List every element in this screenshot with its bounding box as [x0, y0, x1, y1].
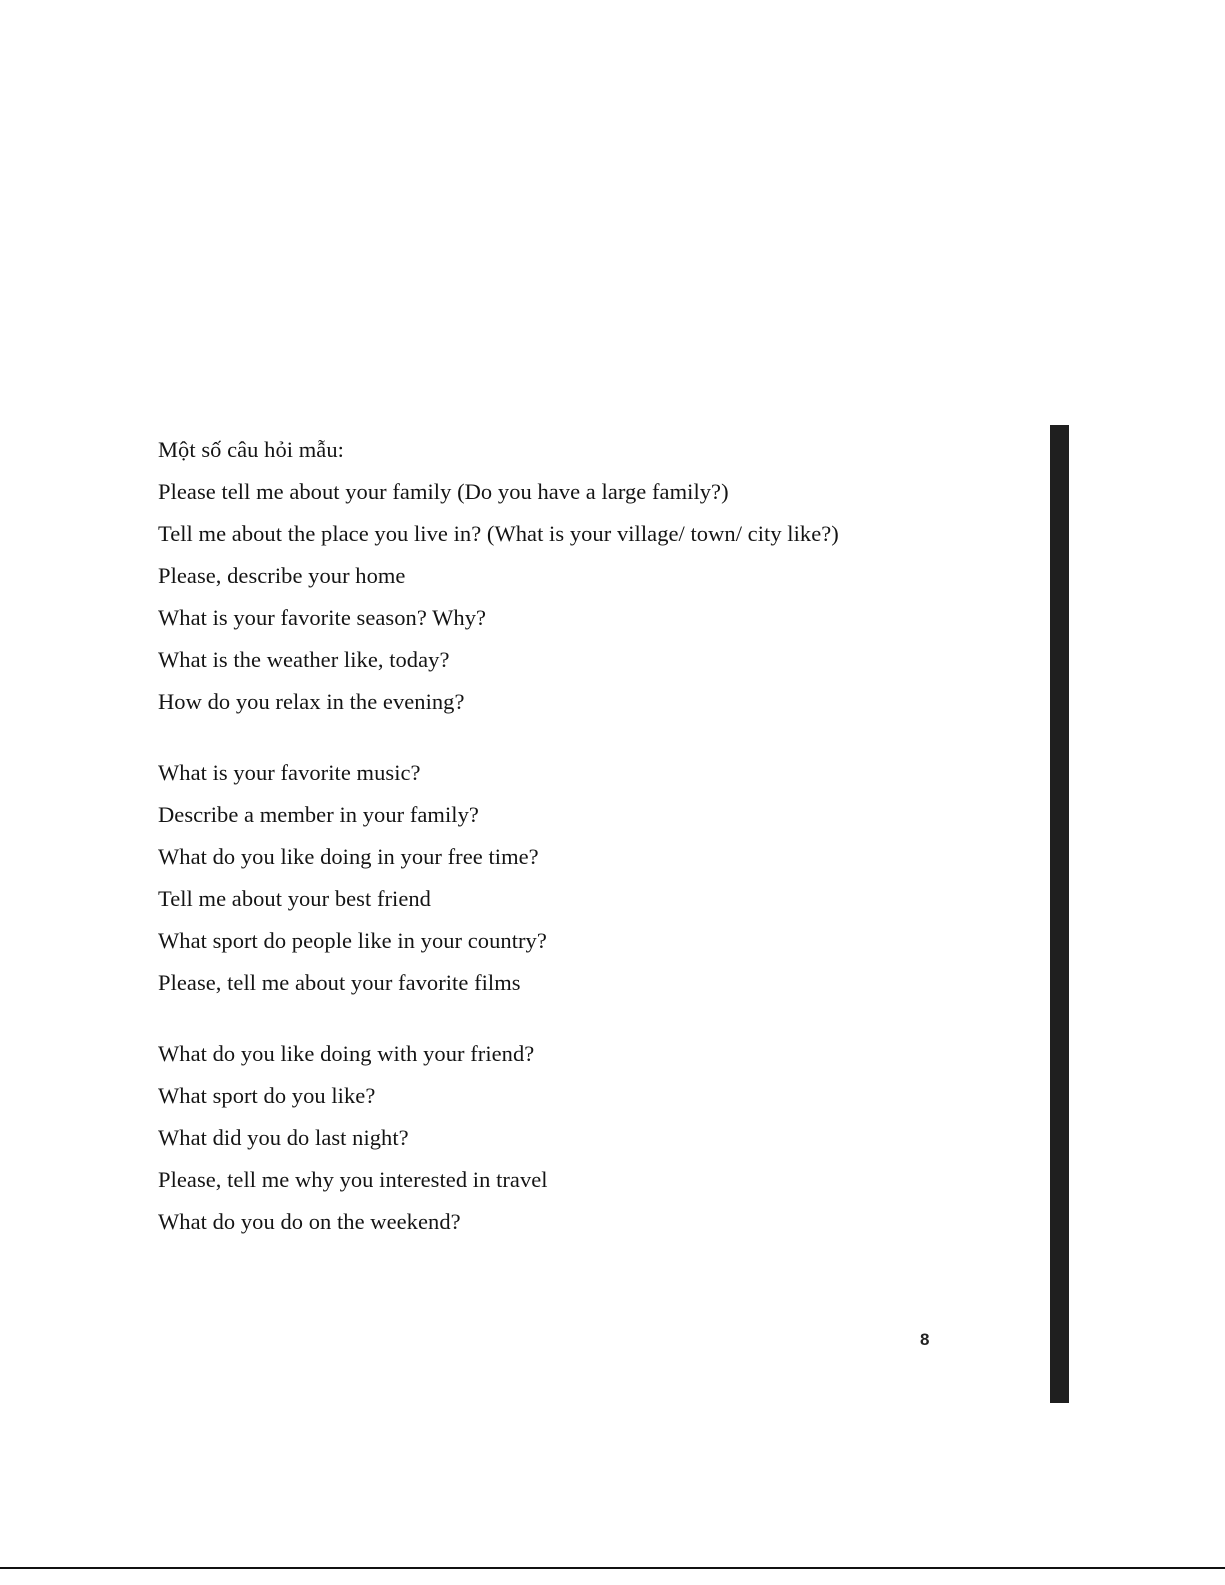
question-line: What is your favorite music?: [158, 760, 421, 785]
question-line: Tell me about your best friend: [158, 886, 431, 911]
question-line: What sport do people like in your country?: [158, 928, 547, 953]
question-line: Please, tell me why you interested in travel: [158, 1167, 548, 1192]
question-line: What is the weather like, today?: [158, 647, 450, 672]
question-line: Describe a member in your family?: [158, 802, 479, 827]
question-line: What did you do last night?: [158, 1125, 409, 1150]
page-number: 8: [920, 1330, 930, 1349]
scan-edge-bar: [1050, 425, 1069, 1403]
question-line: What do you like doing in your free time?: [158, 844, 539, 869]
question-line: How do you relax in the evening?: [158, 689, 465, 714]
question-line: Please tell me about your family (Do you have a large family?): [158, 479, 729, 504]
question-line: What do you do on the weekend?: [158, 1209, 461, 1234]
question-line: What is your favorite season? Why?: [158, 605, 487, 630]
question-line: What do you like doing with your friend?: [158, 1041, 535, 1066]
page-heading: Một số câu hỏi mẫu:: [158, 437, 344, 462]
bottom-divider: [0, 1567, 1225, 1569]
question-line: Tell me about the place you live in? (What is your village/ town/ city like?): [158, 521, 839, 546]
question-line: What sport do you like?: [158, 1083, 376, 1108]
question-line: Please, tell me about your favorite films: [158, 970, 521, 995]
question-line: Please, describe your home: [158, 563, 406, 588]
